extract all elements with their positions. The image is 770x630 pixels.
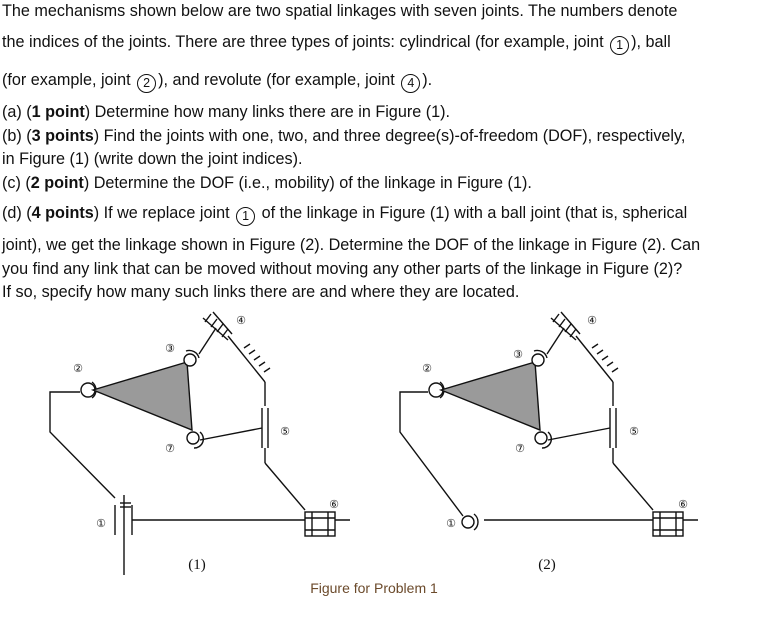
question-b: (b) (3 points) Find the joints with one, two, and three degree(s)-of-freedom (DOF), respectively, <box>2 127 686 145</box>
question-b-line-2: in Figure (1) (write down the joint indices). <box>2 150 303 168</box>
link-7-5 <box>200 428 262 440</box>
question-d: (d) (4 points) If we replace joint 1 of the linkage in Figure (1) with a ball joint (that is, spherical <box>2 204 687 226</box>
question-d-line-4: If so, specify how many such links there are and where they are located. <box>2 283 520 301</box>
link-1-2-fig2 <box>400 392 463 516</box>
link-4-ground <box>228 336 265 382</box>
joint-1-symbol-d: 1 <box>236 207 255 226</box>
joint-4-symbol: 4 <box>401 74 420 93</box>
fig2-joint-3-label: ③ <box>513 349 523 361</box>
intro-line-1: The mechanisms shown below are two spatial linkages with seven joints. The numbers denote <box>2 2 678 20</box>
link-5-6 <box>265 463 305 510</box>
joint-2-symbol: 2 <box>137 74 156 93</box>
triangle-link-fig2 <box>441 362 540 430</box>
joint-3-pin <box>184 354 196 366</box>
fig2-joint-2-label: ② <box>422 363 432 375</box>
question-c: (c) (2 point) Determine the DOF (i.e., mobility) of the linkage in Figure (1). <box>2 174 532 192</box>
figure-2-labels <box>422 315 688 573</box>
intro-line-3: (for example, joint 2 ), and revolute (for example, joint 4 ). <box>2 71 432 93</box>
question-d-line-2: joint), we get the linkage shown in Figure (2). Determine the DOF of the linkage in Figure (2). Can <box>2 236 701 254</box>
joint-6-block <box>305 512 335 536</box>
fig2-joint-6-label: ⑥ <box>678 499 688 511</box>
figure-1-labels <box>73 315 339 573</box>
joint-7-pin-fig2 <box>535 432 547 444</box>
fig1-joint-7-label: ⑦ <box>165 443 175 455</box>
joint-7-pin <box>187 432 199 444</box>
joint-1-ball <box>462 516 474 528</box>
fig2-joint-5-label: ⑤ <box>629 426 639 438</box>
link-3-4 <box>199 328 216 354</box>
figure-2 <box>400 312 698 536</box>
fig1-joint-3-label: ③ <box>165 343 175 355</box>
figure-2-label: (2) <box>538 557 556 573</box>
intro-line-2: the indices of the joints. There are three types of joints: cylindrical (for example, joint 1 ), ball <box>2 33 671 55</box>
question-a: (a) (1 point) Determine how many links there are in Figure (1). <box>2 103 450 121</box>
fig2-joint-4-label: ④ <box>587 315 597 327</box>
fig2-joint-7-label: ⑦ <box>515 443 525 455</box>
fig1-joint-1-label: ① <box>96 518 106 530</box>
fig1-joint-2-label: ② <box>73 363 83 375</box>
fig1-joint-6-label: ⑥ <box>329 499 339 511</box>
question-d-line-3: you find any link that can be moved without moving any other parts of the linkage in Figure (2)? <box>2 260 683 278</box>
joint-1-symbol: 1 <box>610 36 629 55</box>
figure-caption: Figure for Problem 1 <box>310 580 438 596</box>
link-1-2 <box>50 392 115 498</box>
fig2-joint-1-label: ① <box>446 518 456 530</box>
triangle-link <box>93 362 192 430</box>
joint-6-block-fig2 <box>653 512 683 536</box>
figure-1 <box>50 312 350 575</box>
figure-1-label: (1) <box>188 557 206 573</box>
joint-3-pin-fig2 <box>532 354 544 366</box>
fig1-joint-4-label: ④ <box>236 315 246 327</box>
fig1-joint-5-label: ⑤ <box>280 426 290 438</box>
